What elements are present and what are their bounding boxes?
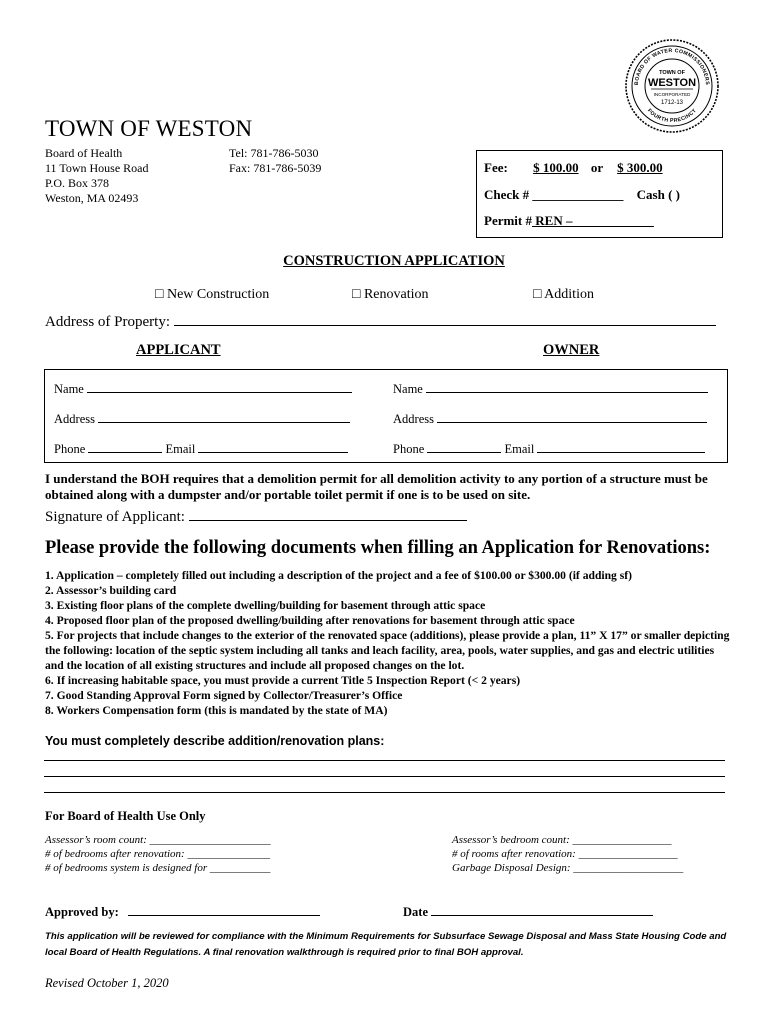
property-address-row — [45, 314, 716, 331]
owner-contact-row — [393, 442, 705, 457]
city: Weston, MA 02493 — [45, 191, 139, 205]
applicant-address-field[interactable] — [98, 422, 350, 423]
owner-phone-label: Phone — [393, 442, 425, 456]
seal-line2: WESTON — [647, 77, 697, 89]
revised-date: Revised October 1, 2020 — [45, 976, 169, 990]
cash-field[interactable]: Cash ( ) — [636, 187, 680, 202]
describe-plans-label: You must completely describe addition/renovation plans: — [45, 734, 385, 748]
bedrooms-after-field[interactable]: # of bedrooms after renovation: _______________ — [45, 848, 270, 860]
fee-label: Fee: — [484, 160, 508, 175]
applicant-contact-row — [54, 442, 348, 457]
property-address-label: Address of Property: — [45, 314, 170, 330]
applicant-address-row — [54, 412, 350, 427]
date-label: Date — [403, 905, 428, 919]
owner-phone-field[interactable] — [427, 452, 501, 453]
fee-box — [476, 150, 723, 238]
demolition-notice: I understand the BOH requires that a demolition permit for all demolition activity to any portion of a structure must be obtained along with a dumpster and/or portable toilet permit if one is to be used on site. — [45, 471, 708, 502]
fee-300: $ 300.00 — [617, 160, 663, 175]
town-seal — [624, 38, 720, 134]
applicant-address-label: Address — [54, 412, 95, 426]
applicant-phone-label: Phone — [54, 442, 86, 456]
document-item: 4. Proposed floor plan of the proposed dwelling/building after renovations for basement through attic space — [45, 614, 575, 627]
owner-name-field[interactable] — [426, 392, 708, 393]
permit-row — [484, 213, 654, 229]
tel: Tel: 781-786-5030 — [229, 146, 319, 160]
applicant-heading: APPLICANT — [136, 342, 221, 358]
fee-row — [484, 160, 663, 176]
boh-left-fields — [45, 833, 271, 875]
seal-line4: 1712-13 — [660, 100, 684, 106]
fee-100: $ 100.00 — [533, 160, 579, 175]
fee-or: or — [590, 160, 603, 175]
document-item: 7. Good Standing Approval Form signed by Collector/Treasurer’s Office — [45, 689, 403, 702]
document-item: 2. Assessor’s building card — [45, 584, 177, 597]
approved-field[interactable] — [128, 915, 320, 916]
dept-name: Board of Health — [45, 146, 123, 160]
check-row — [484, 187, 680, 203]
dept-address — [45, 146, 149, 206]
street: 11 Town House Road — [45, 161, 149, 175]
form-title: CONSTRUCTION APPLICATION — [283, 253, 505, 269]
applicant-name-row — [54, 382, 352, 397]
signature-field[interactable] — [189, 520, 467, 521]
boh-heading: For Board of Health Use Only — [45, 809, 206, 823]
seal-line3: INCORPORATED — [653, 92, 691, 97]
owner-address-row — [393, 412, 707, 427]
option-addition[interactable]: □ Addition — [533, 287, 594, 302]
document-item: 1. Application – completely filled out including a description of the project and a fee of $100.00 or $300.00 (if adding sf) — [45, 569, 632, 582]
check-field[interactable]: Check # ______________ — [484, 187, 624, 202]
compliance-note: This application will be reviewed for compliance with the Minimum Requirements for Subsurface Sewage Disposal and Mass State Housing Code and local Board of Health Regulations. A final renovation walkthrough is required prior to final BOH approval. — [45, 931, 727, 958]
permit-label: Permit # — [484, 213, 533, 228]
option-new-construction[interactable]: □ New Construction — [155, 287, 270, 302]
owner-address-label: Address — [393, 412, 434, 426]
documents-heading: Please provide the following documents when filling an Application for Renovations: — [45, 538, 711, 558]
signature-row — [45, 509, 467, 526]
room-count-field[interactable]: Assessor’s room count: ______________________ — [45, 834, 271, 846]
owner-address-field[interactable] — [437, 422, 707, 423]
document-item: 3. Existing floor plans of the complete dwelling/building for basement through attic space — [45, 599, 486, 612]
bedroom-count-field[interactable]: Assessor’s bedroom count: __________________ — [452, 834, 672, 846]
document-item: 5. For projects that include changes to the exterior of the renovated space (additions), please provide a plan, 11” X 17” or smaller depicting the following: location of the septic system including all tanks and leach facility, area, pools, water supplies, and gas and electric utilities and the location of all existing structures and include all proposed changes on the lot. — [45, 629, 730, 672]
seal-bottom-arc: FOURTH PRECINCT — [646, 107, 698, 125]
documents-list — [45, 568, 735, 718]
approved-label: Approved by: — [45, 905, 119, 919]
fax: Fax: 781-786-5039 — [229, 161, 322, 175]
applicant-email-field[interactable] — [198, 452, 348, 453]
date-field[interactable] — [431, 915, 653, 916]
phone-info — [229, 146, 321, 176]
describe-line[interactable] — [44, 760, 725, 761]
po-box: P.O. Box 378 — [45, 176, 110, 190]
property-address-field[interactable] — [174, 325, 716, 326]
seal-line1: TOWN OF — [659, 70, 685, 76]
applicant-name-label: Name — [54, 382, 84, 396]
signature-label: Signature of Applicant: — [45, 509, 185, 525]
boh-right-fields — [452, 833, 683, 875]
seal-top-arc: BOARD OF WATER COMMISSIONERS — [633, 47, 711, 86]
applicant-owner-box — [44, 369, 728, 463]
approval-row — [45, 905, 653, 920]
document-item: 6. If increasing habitable space, you must provide a current Title 5 Inspection Report (< 2 years) — [45, 674, 521, 687]
town-name: TOWN OF WESTON — [45, 116, 253, 141]
describe-line[interactable] — [44, 776, 725, 777]
owner-name-label: Name — [393, 382, 423, 396]
applicant-phone-field[interactable] — [88, 452, 162, 453]
rooms-after-field[interactable]: # of rooms after renovation: __________________ — [452, 848, 678, 860]
applicant-name-field[interactable] — [87, 392, 352, 393]
describe-line[interactable] — [44, 792, 725, 793]
owner-name-row — [393, 382, 708, 397]
document-item: 8. Workers Compensation form (this is mandated by the state of MA) — [45, 704, 388, 717]
garbage-disposal-field[interactable]: Garbage Disposal Design: ____________________ — [452, 862, 684, 874]
owner-email-field[interactable] — [537, 452, 705, 453]
owner-email-label: Email — [504, 442, 535, 456]
owner-heading: OWNER — [543, 342, 600, 358]
bedrooms-system-field[interactable]: # of bedrooms system is designed for ___________ — [45, 862, 271, 874]
permit-value[interactable]: REN – ____________ — [532, 213, 654, 228]
applicant-email-label: Email — [165, 442, 196, 456]
option-renovation[interactable]: □ Renovation — [352, 287, 429, 302]
